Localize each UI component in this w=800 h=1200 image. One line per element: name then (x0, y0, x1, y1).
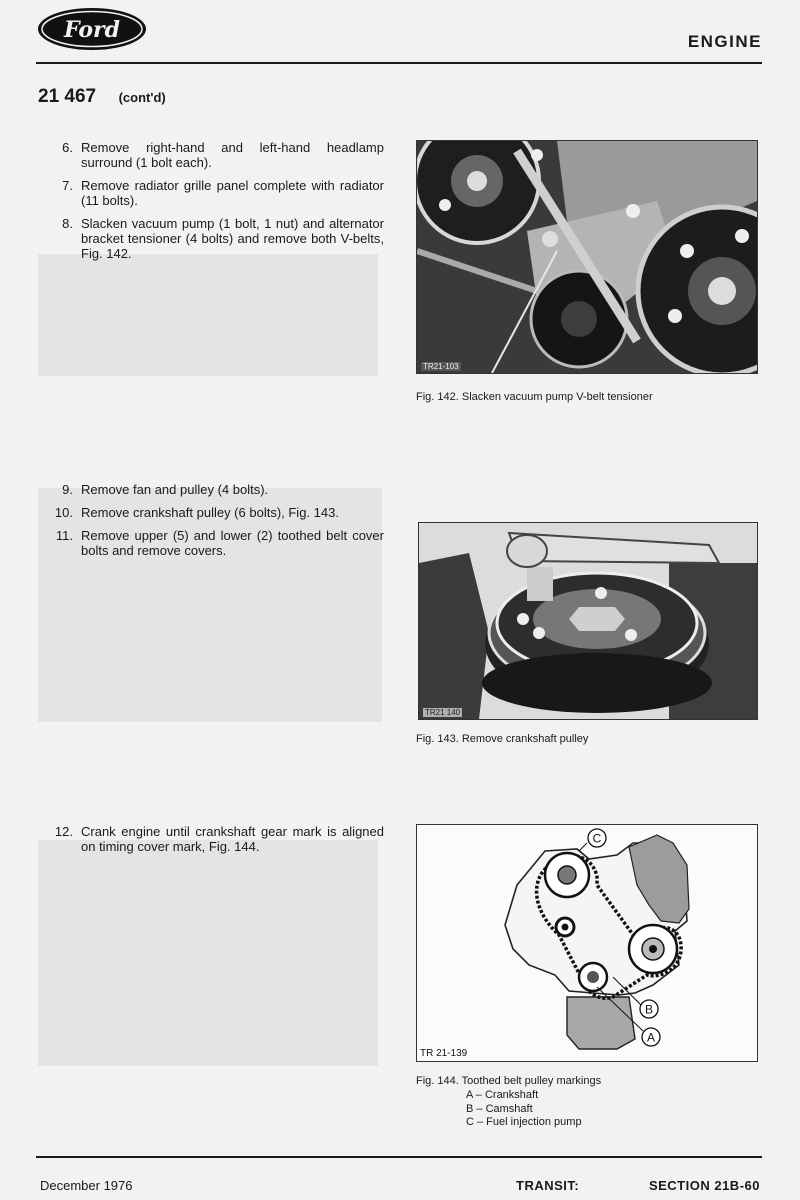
fig142-caption: Fig. 142. Slacken vacuum pump V-belt tensioner (416, 391, 653, 403)
issue-date: December 1976 (40, 1178, 133, 1193)
photo-reference: TR21 140 (425, 708, 461, 717)
step-text: Remove right-hand and left-hand headlamp surround (1 bolt each). (81, 140, 384, 170)
timing-belt-diagram (417, 825, 757, 1061)
show-through-photo (38, 254, 378, 376)
photo-reference: TR21-103 (423, 362, 459, 371)
step-text: Remove upper (5) and lower (2) toothed belt cover bolts and remove covers. (81, 528, 384, 558)
step-text: Crank engine until crankshaft gear mark is aligned on timing cover mark, Fig. 144. (81, 824, 384, 854)
steps-group-1 (40, 140, 384, 269)
step-text: Remove radiator grille panel complete with radiator (11 bolts). (81, 178, 384, 208)
diagram-reference: TR 21-139 (420, 1048, 468, 1059)
step-number: 11. (55, 528, 73, 543)
callout-a: A (646, 1030, 656, 1045)
section-word: ENGINE (687, 32, 762, 51)
fig143-photo (418, 522, 758, 720)
callout-c: C (592, 831, 602, 846)
legend-item: B – Camshaft (466, 1102, 533, 1115)
step-item (40, 216, 384, 261)
step-text: Remove fan and pulley (4 bolts). (81, 482, 269, 497)
fig143-caption: Fig. 143. Remove crankshaft pulley (416, 733, 589, 745)
step-number: 10. (54, 505, 73, 520)
fig144-legend (466, 1089, 582, 1130)
section-number: SECTION 21B-60 (648, 1178, 760, 1193)
step-item (40, 140, 384, 170)
step-text: Slacken vacuum pump (1 bolt, 1 nut) and alternator bracket tensioner (4 bolts) and remove both V-belts, Fig. 142. (81, 216, 384, 261)
step-number: 8. (62, 216, 73, 231)
footer-rule (36, 1156, 762, 1158)
crankshaft-pulley-illustration (419, 523, 757, 719)
fig144-diagram (416, 824, 758, 1062)
header-rule (36, 62, 762, 64)
steps-group-2 (40, 482, 384, 566)
show-through-photo (38, 840, 378, 1066)
step-item (40, 528, 384, 558)
steps-group-3 (40, 824, 384, 862)
operation-number: 21 467 (38, 86, 97, 107)
step-number: 6. (62, 140, 73, 155)
vehicle-model: TRANSIT: (516, 1178, 580, 1193)
legend-item: C – Fuel injection pump (466, 1116, 582, 1128)
step-text: Remove crankshaft pulley (6 bolts), Fig. 143. (81, 505, 339, 520)
callout-b: B (644, 1002, 654, 1017)
step-item (40, 505, 384, 520)
vtensioner-illustration (417, 141, 757, 373)
continued-label: (cont'd) (118, 90, 166, 105)
fig142-photo (416, 140, 758, 374)
step-number: 9. (62, 482, 73, 497)
page-reference (38, 86, 166, 108)
step-item (40, 482, 384, 497)
ford-logo-text: Ford (63, 17, 121, 43)
ford-logo (36, 6, 148, 52)
step-item (40, 824, 384, 854)
step-number: 12. (54, 824, 73, 839)
step-number: 7. (62, 178, 73, 193)
legend-item: A – Crankshaft (466, 1089, 539, 1101)
fig144-caption: Fig. 144. Toothed belt pulley markings (416, 1075, 602, 1087)
step-item (40, 178, 384, 208)
